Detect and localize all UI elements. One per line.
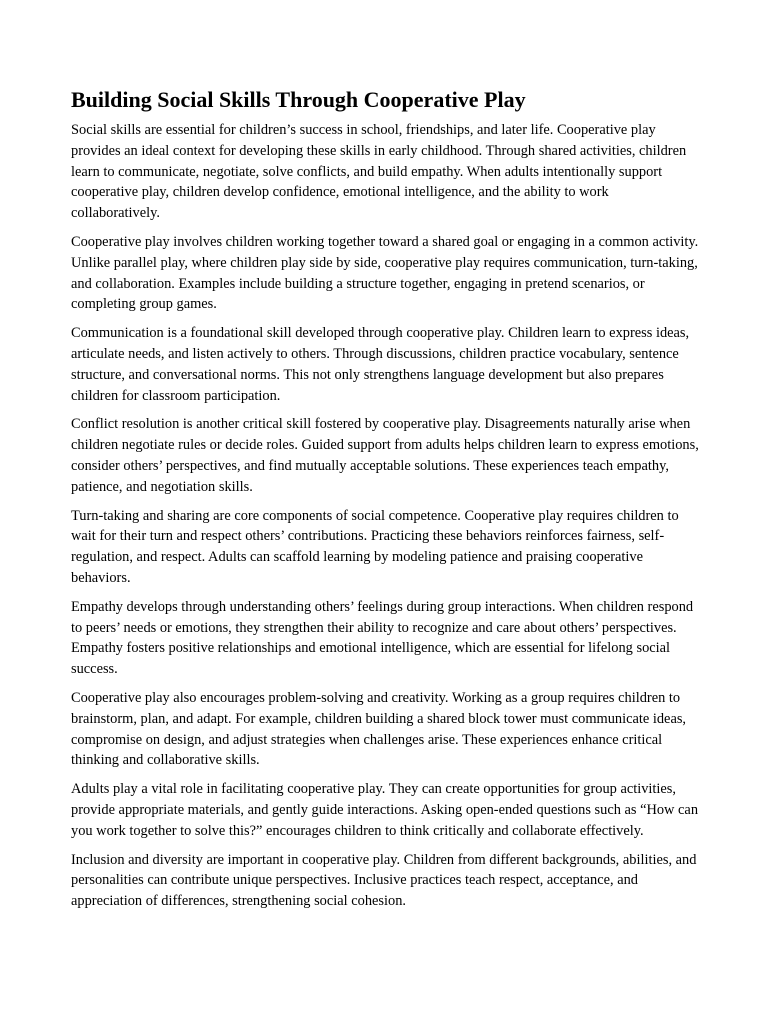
page-title: Building Social Skills Through Cooperative Play — [71, 87, 526, 112]
paragraph-turn-taking: Turn-taking and sharing are core components of social competence. Cooperative play requires children to wait for their turn and respect others’ contributions. Practicing these behaviors reinforces fairness, self-regulation, and respect. Adults can scaffold learning by modeling patience and praising cooperative behaviors. — [71, 507, 679, 586]
document-page — [71, 86, 699, 920]
paragraph-definition: Cooperative play involves children working together toward a shared goal or engaging in a common activity. Unlike parallel play, where children play side by side, cooperative play requires communication, turn-taking, and collaboration. Examples include building a structure together, engaging in pretend scenarios, or completing group games. — [71, 233, 699, 313]
paragraph-empathy: Empathy develops through understanding others’ feelings during group interactions. When children respond to peers’ needs or emotions, they strengthen their ability to recognize and care about others’ perspectives. Empathy fosters positive relationships and emotional intelligence, which are essential for lifelong social success. — [71, 598, 694, 678]
paragraph-communication: Communication is a foundational skill developed through cooperative play. Children learn to express ideas, articulate needs, and listen actively to others. Through discussions, children practice vocabulary, sentence structure, and conversational norms. This not only strengthens language development but also prepares children for classroom participation. — [71, 325, 690, 404]
paragraph-adult-role: Adults play a vital role in facilitating cooperative play. They can create opportunities for group activities, provide appropriate materials, and gently guide interactions. Asking open-ended questions such as “How can you work together to solve this?” encourages children to think critically and collaborate effectively. — [71, 781, 699, 839]
paragraph-introduction: Social skills are essential for children’s success in school, friendships, and later life. Cooperative play provides an ideal context for developing these skills in early childhood. Through shared activities, children learn to communicate, negotiate, solve conflicts, and build empathy. When adults intentionally support cooperative play, children develop confidence, emotional intelligence, and the ability to work collaboratively. — [71, 122, 687, 222]
paragraph-inclusion: Inclusion and diversity are important in cooperative play. Children from different backgrounds, abilities, and personalities can contribute unique perspectives. Inclusive practices teach respect, acceptance, and appreciation of differences, strengthening social cohesion. — [71, 851, 697, 910]
paragraph-conflict-resolution: Conflict resolution is another critical skill fostered by cooperative play. Disagreements naturally arise when children negotiate rules or decide roles. Guided support from adults helps children learn to express emotions, consider others’ perspectives, and find mutually acceptable solutions. These experiences teach empathy, patience, and negotiation skills. — [71, 416, 699, 495]
paragraph-problem-solving: Cooperative play also encourages problem-solving and creativity. Working as a group requires children to brainstorm, plan, and adapt. For example, children building a shared block tower must communicate ideas, compromise on design, and adjust strategies when challenges arise. These experiences enhance critical thinking and collaborative skills. — [71, 689, 687, 769]
